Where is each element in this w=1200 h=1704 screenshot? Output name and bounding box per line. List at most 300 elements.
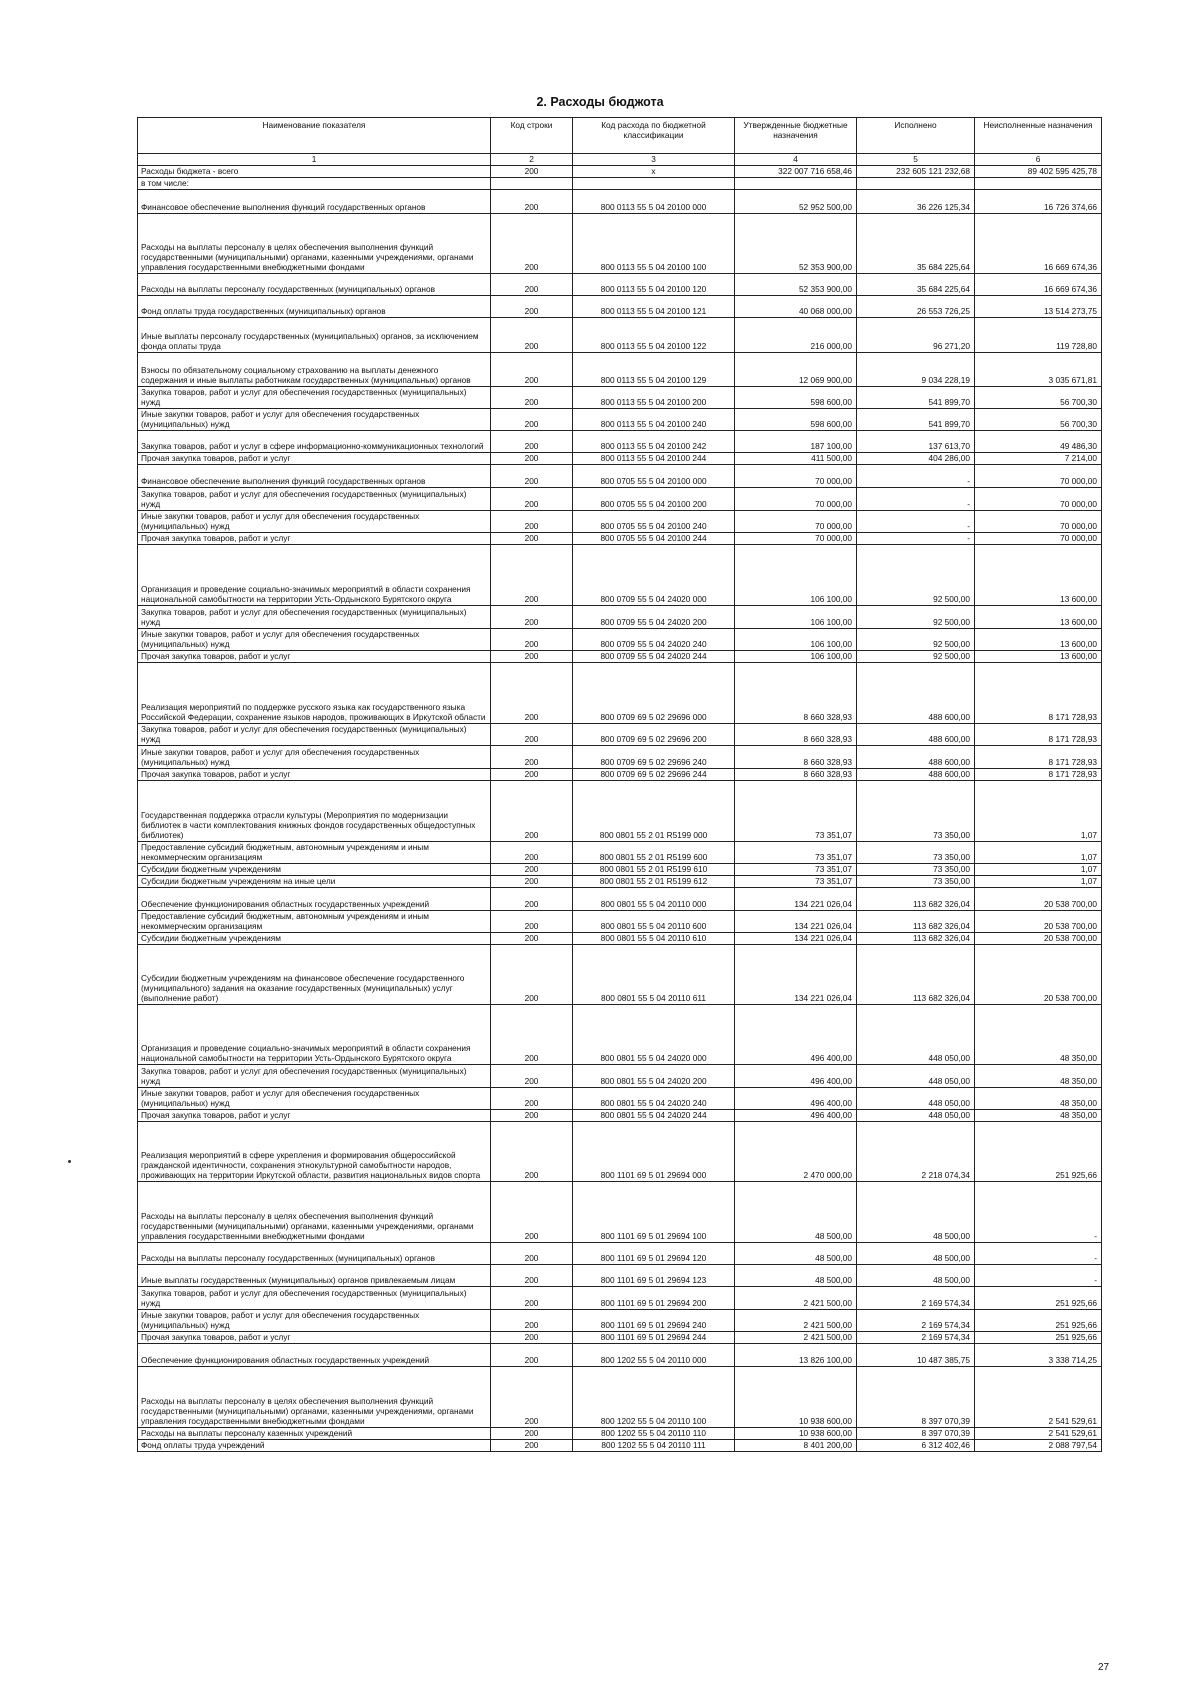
row-executed: 488 600,00	[857, 724, 975, 746]
row-line-code: 200	[491, 533, 573, 545]
budget-expenses-table	[137, 117, 1102, 1452]
row-line-code: 200	[491, 511, 573, 533]
table-row	[138, 387, 1102, 409]
row-executed: 488 600,00	[857, 746, 975, 769]
row-budget-code: 800 0709 55 5 04 24020 244	[573, 651, 735, 663]
row-unexecuted: 7 214,00	[975, 453, 1102, 465]
header-indicator-name: Наименование показателя	[138, 118, 491, 154]
table-row	[138, 533, 1102, 545]
row-executed: -	[857, 533, 975, 545]
row-approved: 134 221 026,04	[735, 911, 857, 933]
row-name: Прочая закупка товаров, работ и услуг	[138, 1332, 491, 1344]
row-line-code: 200	[491, 933, 573, 945]
row-unexecuted: 251 925,66	[975, 1122, 1102, 1182]
header-unexecuted: Неисполненные назначения	[975, 118, 1102, 154]
row-unexecuted: 119 728,80	[975, 318, 1102, 353]
row-budget-code: 800 0705 55 5 04 20100 000	[573, 465, 735, 488]
row-line-code: 200	[491, 888, 573, 911]
row-line-code: 200	[491, 842, 573, 864]
row-line-code: 200	[491, 1287, 573, 1310]
row-executed: 48 500,00	[857, 1243, 975, 1265]
row-budget-code: 800 0113 55 5 04 20100 120	[573, 274, 735, 296]
table-row	[138, 1265, 1102, 1287]
row-name: Закупка товаров, работ и услуг в сфере информационно-коммуникационных технологий	[138, 431, 491, 453]
row-unexecuted: 89 402 595 425,78	[975, 166, 1102, 178]
row-executed: 448 050,00	[857, 1005, 975, 1065]
table-row	[138, 769, 1102, 781]
row-name: Предоставление субсидий бюджетным, автономным учреждениям и иным некоммерческим организациям	[138, 911, 491, 933]
row-budget-code: 800 0801 55 2 01 R5199 610	[573, 864, 735, 876]
row-executed: 26 553 726,25	[857, 296, 975, 318]
row-line-code: 200	[491, 1122, 573, 1182]
row-name: Субсидии бюджетным учреждениям на иные цели	[138, 876, 491, 888]
row-line-code: 200	[491, 911, 573, 933]
table-row	[138, 465, 1102, 488]
row-unexecuted: 2 088 797,54	[975, 1440, 1102, 1452]
row-name: Расходы на выплаты персоналу государственных (муниципальных) органов	[138, 1243, 491, 1265]
column-number: 3	[573, 154, 735, 166]
row-approved: 8 660 328,93	[735, 769, 857, 781]
row-approved: 216 000,00	[735, 318, 857, 353]
row-approved: 598 600,00	[735, 409, 857, 431]
row-unexecuted: 20 538 700,00	[975, 911, 1102, 933]
row-executed: 96 271,20	[857, 318, 975, 353]
table-row	[138, 1088, 1102, 1110]
row-executed: 36 226 125,34	[857, 190, 975, 214]
row-budget-code: 800 0709 69 5 02 29696 200	[573, 724, 735, 746]
row-unexecuted: 1,07	[975, 781, 1102, 842]
row-unexecuted: 56 700,30	[975, 387, 1102, 409]
column-number: 4	[735, 154, 857, 166]
table-header-row	[138, 118, 1102, 154]
row-approved: 134 221 026,04	[735, 888, 857, 911]
table-row	[138, 1243, 1102, 1265]
row-unexecuted: 70 000,00	[975, 488, 1102, 511]
row-line-code: 200	[491, 409, 573, 431]
column-number: 1	[138, 154, 491, 166]
row-approved: 10 938 600,00	[735, 1428, 857, 1440]
row-approved: 10 938 600,00	[735, 1367, 857, 1428]
row-budget-code: 800 0705 55 5 04 20100 240	[573, 511, 735, 533]
row-line-code: 200	[491, 876, 573, 888]
column-number: 5	[857, 154, 975, 166]
table-row	[138, 409, 1102, 431]
table-row	[138, 318, 1102, 353]
table-row	[138, 1344, 1102, 1367]
row-budget-code: 800 0113 55 5 04 20100 242	[573, 431, 735, 453]
row-approved: 8 660 328,93	[735, 663, 857, 724]
header-budget-code: Код расхода по бюджетной классификации	[573, 118, 735, 154]
row-executed: -	[857, 465, 975, 488]
row-budget-code: 800 0801 55 5 04 20110 610	[573, 933, 735, 945]
table-row	[138, 1367, 1102, 1428]
row-line-code: 200	[491, 724, 573, 746]
row-name: Обеспечение функционирования областных государственных учреждений	[138, 888, 491, 911]
row-line-code: 200	[491, 663, 573, 724]
row-executed: 448 050,00	[857, 1110, 975, 1122]
row-budget-code: 800 0709 69 5 02 29696 244	[573, 769, 735, 781]
row-name: Фонд оплаты труда государственных (муниципальных) органов	[138, 296, 491, 318]
row-line-code: 200	[491, 465, 573, 488]
scan-dot-mark	[68, 1160, 71, 1163]
table-row	[138, 296, 1102, 318]
row-name: Расходы на выплаты персоналу в целях обеспечения выполнения функций государственными (муниципальными) органами, казенными учреждениями, органами управления государственными внебюджетными фондами	[138, 1367, 491, 1428]
row-line-code: 200	[491, 296, 573, 318]
table-row	[138, 488, 1102, 511]
row-executed: 8 397 070,39	[857, 1428, 975, 1440]
table-row	[138, 1182, 1102, 1243]
row-line-code: 200	[491, 453, 573, 465]
row-name: Расходы на выплаты персоналу государственных (муниципальных) органов	[138, 274, 491, 296]
row-approved: 2 470 000,00	[735, 1122, 857, 1182]
row-budget-code: 800 0113 55 5 04 20100 244	[573, 453, 735, 465]
row-executed: 73 350,00	[857, 842, 975, 864]
row-budget-code: 800 1101 69 5 01 29694 100	[573, 1182, 735, 1243]
row-unexecuted: -	[975, 1182, 1102, 1243]
row-executed: 10 487 385,75	[857, 1344, 975, 1367]
row-budget-code: 800 0113 55 5 04 20100 129	[573, 353, 735, 387]
row-name: Организация и проведение социально-значимых мероприятий в области сохранения национальной самобытности на территории Усть-Ордынского Бурятского округа	[138, 545, 491, 606]
row-line-code: 200	[491, 945, 573, 1005]
row-line-code: 200	[491, 431, 573, 453]
row-approved: 322 007 716 658,46	[735, 166, 857, 178]
row-executed: 73 350,00	[857, 864, 975, 876]
table-row	[138, 166, 1102, 178]
row-approved: 8 660 328,93	[735, 724, 857, 746]
row-line-code: 200	[491, 781, 573, 842]
row-line-code: 200	[491, 1005, 573, 1065]
row-name: Прочая закупка товаров, работ и услуг	[138, 1110, 491, 1122]
row-budget-code: 800 0801 55 5 04 20110 000	[573, 888, 735, 911]
row-name: Иные закупки товаров, работ и услуг для обеспечения государственных (муниципальных) нужд	[138, 511, 491, 533]
row-budget-code: 800 0705 55 5 04 20100 200	[573, 488, 735, 511]
row-executed: 137 613,70	[857, 431, 975, 453]
row-approved: 52 353 900,00	[735, 214, 857, 274]
row-unexecuted	[975, 178, 1102, 190]
row-approved: 48 500,00	[735, 1243, 857, 1265]
table-row	[138, 842, 1102, 864]
row-line-code: 200	[491, 214, 573, 274]
row-name: Субсидии бюджетным учреждениям	[138, 933, 491, 945]
row-name: Иные закупки товаров, работ и услуг для обеспечения государственных (муниципальных) нужд	[138, 1088, 491, 1110]
row-executed: 8 397 070,39	[857, 1367, 975, 1428]
row-unexecuted: 48 350,00	[975, 1088, 1102, 1110]
row-line-code: 200	[491, 545, 573, 606]
table-row	[138, 876, 1102, 888]
table-row	[138, 1065, 1102, 1088]
table-row	[138, 1110, 1102, 1122]
row-name: Закупка товаров, работ и услуг для обеспечения государственных (муниципальных) нужд	[138, 1287, 491, 1310]
row-executed: 48 500,00	[857, 1182, 975, 1243]
row-executed: 6 312 402,46	[857, 1440, 975, 1452]
header-executed: Исполнено	[857, 118, 975, 154]
row-unexecuted: 1,07	[975, 876, 1102, 888]
row-budget-code: 800 1202 55 5 04 20110 110	[573, 1428, 735, 1440]
row-approved: 13 826 100,00	[735, 1344, 857, 1367]
row-budget-code: 800 0801 55 5 04 24020 244	[573, 1110, 735, 1122]
row-unexecuted: 20 538 700,00	[975, 933, 1102, 945]
row-unexecuted: 48 350,00	[975, 1065, 1102, 1088]
row-line-code: 200	[491, 769, 573, 781]
row-budget-code: 800 0709 55 5 04 24020 200	[573, 606, 735, 629]
row-executed: 35 684 225,64	[857, 214, 975, 274]
row-executed: 541 899,70	[857, 387, 975, 409]
row-budget-code: 800 1101 69 5 01 29694 240	[573, 1310, 735, 1332]
row-name: Реализация мероприятий по поддержке русского языка как государственного языка Российской Федерации, сохранение языков народов, проживающих в Иркутской области	[138, 663, 491, 724]
row-approved: 2 421 500,00	[735, 1310, 857, 1332]
row-budget-code: 800 0113 55 5 04 20100 200	[573, 387, 735, 409]
row-name: Расходы на выплаты персоналу в целях обеспечения выполнения функций государственными (муниципальными) органами, казенными учреждениями, органами управления государственными внебюджетными фондами	[138, 1182, 491, 1243]
row-unexecuted: 8 171 728,93	[975, 724, 1102, 746]
row-budget-code: 800 1101 69 5 01 29694 120	[573, 1243, 735, 1265]
row-line-code	[491, 178, 573, 190]
row-approved: 48 500,00	[735, 1265, 857, 1287]
table-row	[138, 864, 1102, 876]
row-name: Иные выплаты персоналу государственных (муниципальных) органов, за исключением фонда оплаты труда	[138, 318, 491, 353]
row-name: Обеспечение функционирования областных государственных учреждений	[138, 1344, 491, 1367]
row-approved: 496 400,00	[735, 1065, 857, 1088]
row-line-code: 200	[491, 651, 573, 663]
row-executed: 488 600,00	[857, 769, 975, 781]
row-executed: 404 286,00	[857, 453, 975, 465]
row-line-code: 200	[491, 1428, 573, 1440]
row-unexecuted: 16 669 674,36	[975, 214, 1102, 274]
page-number: 27	[1098, 1662, 1110, 1673]
row-approved: 70 000,00	[735, 465, 857, 488]
row-budget-code: 800 0801 55 5 04 24020 200	[573, 1065, 735, 1088]
table-row	[138, 274, 1102, 296]
row-name: Субсидии бюджетным учреждениям	[138, 864, 491, 876]
row-approved: 73 351,07	[735, 781, 857, 842]
row-name: Взносы по обязательному социальному страхованию на выплаты денежного содержания и иные выплаты работникам государственных (муниципальных) органов	[138, 353, 491, 387]
row-budget-code: 800 0113 55 5 04 20100 121	[573, 296, 735, 318]
row-name: Государственная поддержка отрасли культуры (Мероприятия по модернизации библиотек в части комплектования книжных фондов государственных общедоступных библиотек)	[138, 781, 491, 842]
table-row	[138, 724, 1102, 746]
row-unexecuted: 13 600,00	[975, 606, 1102, 629]
row-name: Расходы бюджета - всего	[138, 166, 491, 178]
row-approved: 598 600,00	[735, 387, 857, 409]
row-budget-code: 800 1202 55 5 04 20110 111	[573, 1440, 735, 1452]
table-row	[138, 453, 1102, 465]
table-row	[138, 651, 1102, 663]
row-line-code: 200	[491, 1065, 573, 1088]
row-budget-code: 800 1101 69 5 01 29694 000	[573, 1122, 735, 1182]
row-executed: 448 050,00	[857, 1088, 975, 1110]
table-row	[138, 1310, 1102, 1332]
row-unexecuted: 56 700,30	[975, 409, 1102, 431]
row-executed: 232 605 121 232,68	[857, 166, 975, 178]
row-approved: 496 400,00	[735, 1088, 857, 1110]
row-executed: 35 684 225,64	[857, 274, 975, 296]
row-executed	[857, 178, 975, 190]
header-line-code: Код строки	[491, 118, 573, 154]
row-executed: 2 169 574,34	[857, 1310, 975, 1332]
row-name: Финансовое обеспечение выполнения функций государственных органов	[138, 190, 491, 214]
row-unexecuted: 70 000,00	[975, 511, 1102, 533]
table-row	[138, 746, 1102, 769]
table-row	[138, 945, 1102, 1005]
row-line-code: 200	[491, 746, 573, 769]
row-name: Иные выплаты государственных (муниципальных) органов привлекаемым лицам	[138, 1265, 491, 1287]
row-budget-code: 800 0113 55 5 04 20100 122	[573, 318, 735, 353]
row-line-code: 200	[491, 629, 573, 651]
header-approved: Утвержденные бюджетные назначения	[735, 118, 857, 154]
row-budget-code: 800 0705 55 5 04 20100 244	[573, 533, 735, 545]
row-name: Расходы на выплаты персоналу казенных учреждений	[138, 1428, 491, 1440]
row-line-code: 200	[491, 274, 573, 296]
row-unexecuted: 1,07	[975, 842, 1102, 864]
row-budget-code: 800 0113 55 5 04 20100 000	[573, 190, 735, 214]
row-budget-code: 800 1202 55 5 04 20110 000	[573, 1344, 735, 1367]
row-line-code: 200	[491, 864, 573, 876]
row-line-code: 200	[491, 190, 573, 214]
row-budget-code: 800 0113 55 5 04 20100 100	[573, 214, 735, 274]
row-executed: 92 500,00	[857, 629, 975, 651]
row-approved: 70 000,00	[735, 511, 857, 533]
row-name: Прочая закупка товаров, работ и услуг	[138, 533, 491, 545]
row-name: Закупка товаров, работ и услуг для обеспечения государственных (муниципальных) нужд	[138, 488, 491, 511]
row-approved: 52 353 900,00	[735, 274, 857, 296]
row-executed: 48 500,00	[857, 1265, 975, 1287]
row-name: Закупка товаров, работ и услуг для обеспечения государственных (муниципальных) нужд	[138, 387, 491, 409]
table-row	[138, 663, 1102, 724]
row-budget-code: 800 0801 55 2 01 R5199 612	[573, 876, 735, 888]
row-name: Иные закупки товаров, работ и услуг для обеспечения государственных (муниципальных) нужд	[138, 1310, 491, 1332]
table-row	[138, 933, 1102, 945]
row-line-code: 200	[491, 1265, 573, 1287]
row-unexecuted: 251 925,66	[975, 1310, 1102, 1332]
table-row	[138, 353, 1102, 387]
row-budget-code: 800 0113 55 5 04 20100 240	[573, 409, 735, 431]
row-unexecuted: 13 600,00	[975, 545, 1102, 606]
row-unexecuted: 2 541 529,61	[975, 1428, 1102, 1440]
row-unexecuted: -	[975, 1265, 1102, 1287]
row-executed: 488 600,00	[857, 663, 975, 724]
row-line-code: 200	[491, 387, 573, 409]
row-budget-code: 800 1101 69 5 01 29694 200	[573, 1287, 735, 1310]
row-executed: 92 500,00	[857, 651, 975, 663]
table-row	[138, 190, 1102, 214]
row-approved: 40 068 000,00	[735, 296, 857, 318]
row-name: Прочая закупка товаров, работ и услуг	[138, 769, 491, 781]
row-unexecuted: 251 925,66	[975, 1332, 1102, 1344]
row-line-code: 200	[491, 166, 573, 178]
row-executed: 448 050,00	[857, 1065, 975, 1088]
row-name: Фонд оплаты труда учреждений	[138, 1440, 491, 1452]
row-line-code: 200	[491, 1110, 573, 1122]
table-row	[138, 1440, 1102, 1452]
row-line-code: 200	[491, 488, 573, 511]
row-line-code: 200	[491, 1243, 573, 1265]
row-unexecuted: 20 538 700,00	[975, 945, 1102, 1005]
row-unexecuted: 13 600,00	[975, 629, 1102, 651]
table-row	[138, 214, 1102, 274]
row-executed: 113 682 326,04	[857, 945, 975, 1005]
row-unexecuted: 20 538 700,00	[975, 888, 1102, 911]
table-row	[138, 629, 1102, 651]
row-executed: 113 682 326,04	[857, 933, 975, 945]
row-unexecuted: 8 171 728,93	[975, 663, 1102, 724]
row-line-code: 200	[491, 1182, 573, 1243]
table-row	[138, 781, 1102, 842]
row-name: Финансовое обеспечение выполнения функций государственных органов	[138, 465, 491, 488]
row-budget-code: 800 0709 69 5 02 29696 000	[573, 663, 735, 724]
row-budget-code: 800 0801 55 2 01 R5199 000	[573, 781, 735, 842]
table-row	[138, 1122, 1102, 1182]
row-unexecuted: 13 600,00	[975, 651, 1102, 663]
row-name: Реализация мероприятий в сфере укрепления и формирования общероссийской гражданской идентичности, сохранения этнокультурной самобытности народов, проживающих на территории Иркутской области, развития национальных видов спорта	[138, 1122, 491, 1182]
row-name: Расходы на выплаты персоналу в целях обеспечения выполнения функций государственными (муниципальными) органами, казенными учреждениями, органами управления государственными внебюджетными фондами	[138, 214, 491, 274]
row-line-code: 200	[491, 1310, 573, 1332]
row-budget-code: 800 0801 55 5 04 20110 600	[573, 911, 735, 933]
table-row	[138, 1005, 1102, 1065]
row-unexecuted: 48 350,00	[975, 1005, 1102, 1065]
row-approved: 8 660 328,93	[735, 746, 857, 769]
row-approved: 8 401 200,00	[735, 1440, 857, 1452]
row-line-code: 200	[491, 318, 573, 353]
row-budget-code: x	[573, 166, 735, 178]
row-approved: 73 351,07	[735, 842, 857, 864]
row-unexecuted: 1,07	[975, 864, 1102, 876]
row-name: Иные закупки товаров, работ и услуг для обеспечения государственных (муниципальных) нужд	[138, 629, 491, 651]
row-name: Предоставление субсидий бюджетным, автономным учреждениям и иным некоммерческим организациям	[138, 842, 491, 864]
row-name: Иные закупки товаров, работ и услуг для обеспечения государственных (муниципальных) нужд	[138, 746, 491, 769]
row-approved: 70 000,00	[735, 488, 857, 511]
row-unexecuted: 8 171 728,93	[975, 769, 1102, 781]
row-budget-code: 800 0801 55 2 01 R5199 600	[573, 842, 735, 864]
row-unexecuted: -	[975, 1243, 1102, 1265]
page-title: 2. Расходы бюджота	[536, 95, 664, 109]
row-approved: 134 221 026,04	[735, 933, 857, 945]
row-unexecuted: 70 000,00	[975, 533, 1102, 545]
row-approved: 411 500,00	[735, 453, 857, 465]
row-executed: 9 034 228,19	[857, 353, 975, 387]
row-line-code: 200	[491, 1440, 573, 1452]
row-name: Прочая закупка товаров, работ и услуг	[138, 453, 491, 465]
column-number: 2	[491, 154, 573, 166]
row-budget-code: 800 0801 55 5 04 24020 000	[573, 1005, 735, 1065]
row-unexecuted: 16 669 674,36	[975, 274, 1102, 296]
row-approved: 496 400,00	[735, 1005, 857, 1065]
table-row	[138, 178, 1102, 190]
row-approved: 2 421 500,00	[735, 1287, 857, 1310]
row-executed: 113 682 326,04	[857, 911, 975, 933]
row-approved: 106 100,00	[735, 545, 857, 606]
row-name: Прочая закупка товаров, работ и услуг	[138, 651, 491, 663]
row-line-code: 200	[491, 353, 573, 387]
column-number: 6	[975, 154, 1102, 166]
row-unexecuted: 3 338 714,25	[975, 1344, 1102, 1367]
row-name: Закупка товаров, работ и услуг для обеспечения государственных (муниципальных) нужд	[138, 1065, 491, 1088]
row-unexecuted: 2 541 529,61	[975, 1367, 1102, 1428]
row-executed: 92 500,00	[857, 606, 975, 629]
row-unexecuted: 251 925,66	[975, 1287, 1102, 1310]
table-row	[138, 1332, 1102, 1344]
row-unexecuted: 48 350,00	[975, 1110, 1102, 1122]
row-unexecuted: 3 035 671,81	[975, 353, 1102, 387]
row-budget-code	[573, 178, 735, 190]
table-row	[138, 1428, 1102, 1440]
row-budget-code: 800 0801 55 5 04 24020 240	[573, 1088, 735, 1110]
row-budget-code: 800 1101 69 5 01 29694 244	[573, 1332, 735, 1344]
row-line-code: 200	[491, 1344, 573, 1367]
row-name: Закупка товаров, работ и услуг для обеспечения государственных (муниципальных) нужд	[138, 606, 491, 629]
table-row	[138, 431, 1102, 453]
table-row	[138, 911, 1102, 933]
row-name: Субсидии бюджетным учреждениям на финансовое обеспечение государственного (муниципального) задания на оказание государственных (муниципальных) услуг (выполнение работ)	[138, 945, 491, 1005]
row-approved: 2 421 500,00	[735, 1332, 857, 1344]
row-budget-code: 800 0709 55 5 04 24020 240	[573, 629, 735, 651]
